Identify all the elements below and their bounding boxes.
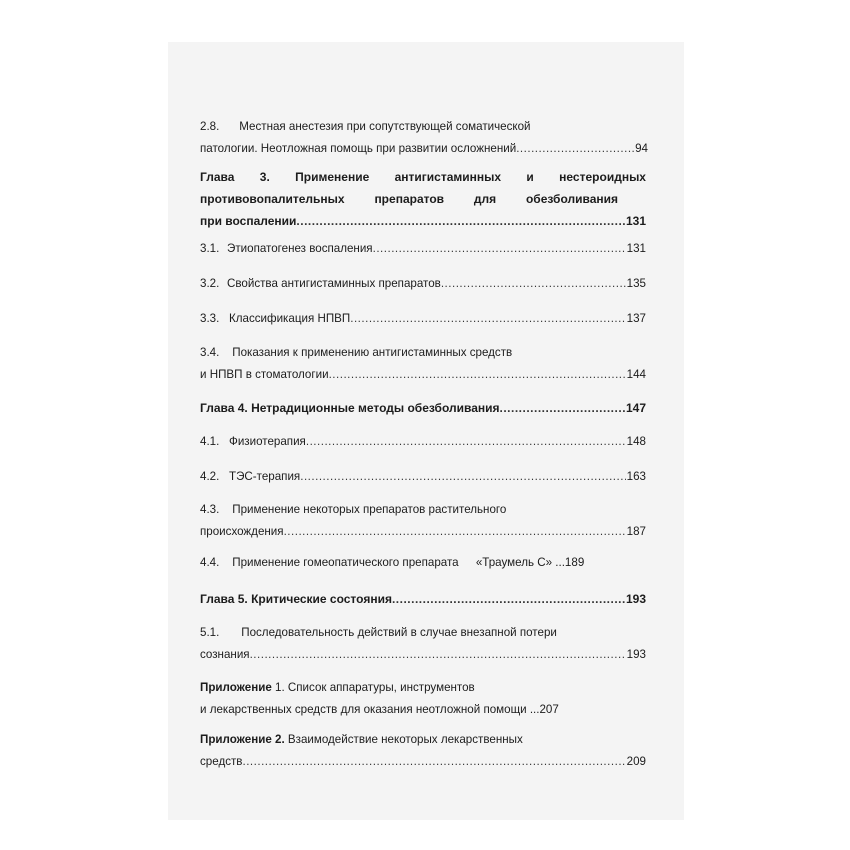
toc-title-line: средств [200,755,243,768]
toc-page-number: 187 [626,525,646,538]
toc-number: 4.3. [200,503,220,516]
toc-title-line: Показания к применению антигистаминных средств [232,346,513,359]
toc-title-line: патологии. Неотложная помощь при развитии осложнений [200,142,517,155]
toc-title: Применение гомеопатического препарата [232,556,459,569]
toc-title: Глава 5. Критические состояния [200,592,392,606]
toc-page-number: 135 [626,277,646,290]
toc-page-number: 193 [625,592,646,606]
leader-dots [392,588,625,610]
toc-page-number: 131 [626,242,646,255]
toc-page-number: 209 [626,755,646,768]
toc-title-line: происхождения [200,525,284,538]
toc-page-number: 147 [625,401,646,415]
toc-title-line: Взаимодействие некоторых лекарственных [287,733,523,746]
toc-title: Глава 4. Нетрадиционные методы обезболивания [200,401,500,415]
leader-dots [373,238,626,260]
toc-title: Физиотерапия [229,435,306,448]
toc-entry-3-1[interactable] [200,238,646,260]
leader-dots [350,308,625,330]
toc-number: 5.1. [200,626,220,639]
toc-title: Свойства антигистаминных препаратов [227,277,441,290]
toc-page-number: 148 [626,435,646,448]
leader-dots [300,466,625,488]
toc-entry-4-1[interactable] [200,431,646,453]
toc-title-line: и НПВП в стоматологии [200,368,329,381]
leader-dots [500,397,625,419]
book-page [168,42,684,820]
leader-dots [284,521,626,543]
toc-title-line: и лекарственных средств для оказания неотложной помощи ...207 [200,703,559,716]
toc-number: 3.3. [200,312,220,325]
toc-number: 4.2. [200,470,220,483]
toc-chapter-5[interactable] [200,588,646,610]
leader-dots [441,273,626,295]
leader-dots [296,210,625,232]
toc-title-line: 1. Список аппаратуры, инструментов [275,681,475,694]
toc-entry-2-8[interactable] [200,116,648,160]
toc-number: 4.4. [200,556,220,569]
toc-entry-5-1[interactable] [200,622,646,666]
leader-dots [329,364,626,386]
toc-chapter-4[interactable] [200,397,646,419]
toc-quoted-title: «Траумель С» ...189 [475,556,585,569]
toc-number: 3.1. [200,242,220,255]
appendix-label: Приложение [200,681,272,694]
leader-dots [516,138,634,160]
toc-entry-4-4[interactable] [200,552,646,574]
toc-number: 3.2. [200,277,220,290]
toc-title: Этиопатогенез воспаления [227,242,373,255]
toc-page-number: 94 [635,142,648,155]
toc-title: ТЭС-терапия [229,470,301,483]
toc-entry-4-2[interactable] [200,466,646,488]
toc-entry-4-3[interactable] [200,499,646,543]
toc-entry-3-4[interactable] [200,342,646,386]
toc-page-number: 163 [626,470,646,483]
toc-title-line: Местная анестезия при сопутствующей соматической [239,120,531,133]
toc-title-line: Применение некоторых препаратов растительного [232,503,507,516]
toc-title-line: Последовательность действий в случае внезапной потери [241,626,557,639]
toc-appendix-1[interactable] [200,677,646,721]
toc-number: 4.1. [200,435,220,448]
appendix-label: Приложение 2. [200,733,285,746]
chapter-title-line: Глава 3. Применение антигистаминных и нестероидных [200,170,646,184]
toc-number: 2.8. [200,120,220,133]
toc-entry-3-2[interactable] [200,273,646,295]
toc-page-number: 137 [626,312,646,325]
toc-number: 3.4. [200,346,220,359]
toc-entry-3-3[interactable] [200,308,646,330]
toc-title-line: сознания [200,648,250,661]
toc-chapter-3[interactable] [200,166,646,232]
chapter-title-line: противовопалительных препаратов для обезболивания [200,192,618,206]
leader-dots [250,644,626,666]
toc-page-number: 144 [626,368,646,381]
toc-title: Классификация НПВП [229,312,351,325]
toc-title-line: при воспалении [200,214,297,228]
toc-page-number: 131 [625,214,646,228]
toc-page-number: 193 [626,648,646,661]
leader-dots [242,751,625,773]
leader-dots [306,431,626,453]
toc-appendix-2[interactable] [200,729,646,773]
